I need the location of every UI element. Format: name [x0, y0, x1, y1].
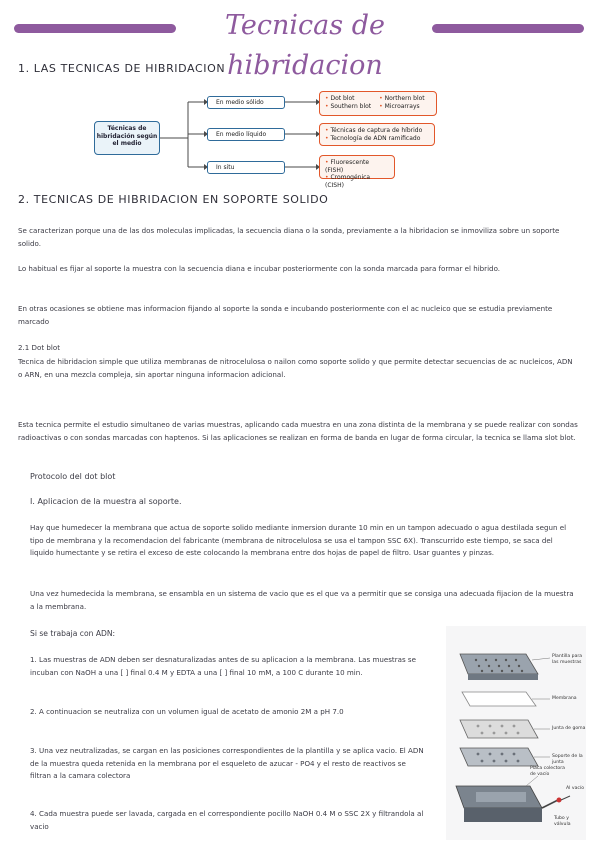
protocol-title: Protocolo del dot blot — [30, 472, 116, 481]
section-heading-1: 1. LAS TECNICAS DE HIBRIDACION — [18, 62, 226, 75]
result-item: • Fluorescente (FISH) — [325, 159, 389, 174]
diagram-branch-insitu: In situ — [207, 161, 285, 174]
list-item: 3. Una vez neutralizadas, se cargan en las posiciones correspondientes de la plantilla y se aplica vacio. El ADN de la muestra queda retenida en la membrana por el esqueleto de azucar - PO4 y el resto de reactivos se filtran a la camara colectora — [30, 746, 424, 780]
figure-label: Tubo y válvula — [554, 816, 571, 827]
header-decor-bar-left — [14, 24, 176, 33]
result-item: • Tecnología de ADN ramificado — [325, 135, 429, 143]
figure-label: Plantilla para las muestras — [552, 654, 583, 665]
diagram-branch-liquid: En medio líquido — [207, 128, 285, 141]
result-item: • Dot blot — [325, 95, 371, 103]
result-item: • Southern blot — [325, 103, 371, 111]
diagram-root-node: Técnicas de hibridación según el medio — [94, 121, 160, 155]
hybridization-diagram — [92, 88, 448, 189]
result-item: • Cromogénica (CISH) — [325, 174, 389, 189]
paragraph: En otras ocasiones se obtiene mas informacion fijando al soporte la sonda e incubando posteriormente con el ac nucleico que se estudia previamente marcado — [18, 304, 553, 326]
paragraph: Hay que humedecer la membrana que actua de soporte solido mediante inmersion durante 10 min en un tampon adecuado o agua destilada segun el tipo de membrana y la recomendacion del fabricante (membrana de nitrocelulosa se usa el tampon SSC 6X). Transcurrido este tiempo, se saca del liquido humectante y se retira el exceso de este colocando la membrana entre dos hojas de papel de filtro. Usar guantes y pinzas. — [30, 523, 567, 557]
page-title: Tecnicas de hibridacion — [225, 10, 385, 81]
figure-label: Junta de goma — [552, 726, 586, 731]
paragraph: Lo habitual es fijar al soporte la muestra con la secuencia diana e incubar posteriormente con la sonda marcada para formar el hibrido. — [18, 264, 501, 273]
result-item: • Técnicas de captura de híbrido — [325, 127, 429, 135]
paragraph: Tecnica de hibridacion simple que utiliza membranas de nitrocelulosa o nailon como soporte solido y que permite detectar secuencias de ac nucleicos, ADN o ARN, en una mezcla compleja, sin aportar ninguna informacion adicional. — [18, 357, 573, 379]
diagram-results-solid — [319, 91, 437, 116]
diagram-results-insitu — [319, 155, 395, 189]
figure-label: Al vacío — [566, 786, 585, 791]
list-item: 4. Cada muestra puede ser lavada, cargada en el correspondiente pocillo NaOH 0.4 M o SSC 2X y filtrandola al vacio — [30, 809, 424, 831]
header-decor-bar-right — [432, 24, 584, 33]
paragraph: Esta tecnica permite el estudio simultaneo de varias muestras, aplicando cada muestra en una zona distinta de la membrana y se puede realizar con sondas radioactivas o con sondas marcadas con haptenos. Si las aplicaciones se realizan en forma de banda en lugar de forma circular, la tecnica se llama slot blot. — [18, 420, 578, 442]
adn-title: Si se trabaja con ADN: — [30, 629, 116, 638]
paragraph: Se caracterizan porque una de las dos moleculas implicadas, la secuencia diana o la sonda, previamente a la hibridacion se inmoviliza sobre un soporte solido. — [18, 226, 560, 248]
protocol-step-title: I. Aplicacion de la muestra al soporte. — [30, 497, 182, 506]
vacuum-manifold-figure — [446, 626, 586, 840]
dotblot-label: 2.1 Dot blot — [18, 343, 60, 352]
result-item: • Microarrays — [379, 103, 425, 111]
figure-label: Soporte de la junta — [552, 754, 583, 765]
figure-label: Membrana — [552, 696, 577, 701]
list-item: 1. Las muestras de ADN deben ser desnaturalizadas antes de su aplicacion a la membrana. Las muestras se incuban con NaOH a una [ ] final 0.4 M y EDTA a una [ ] final 10 mM, a 100 C durante 10 min. — [30, 655, 416, 677]
section-heading-2: 2. TECNICAS DE HIBRIDACION EN SOPORTE SOLIDO — [18, 193, 329, 206]
list-item: 2. A continuacion se neutraliza con un volumen igual de acetato de amonio 2M a pH 7.0 — [30, 707, 344, 716]
figure-label: Placa colectora de vacío — [530, 766, 565, 777]
diagram-results-liquid — [319, 123, 435, 146]
paragraph: Una vez humedecida la membrana, se ensambla en un sistema de vacio que es el que va a permitir que se consiga una adecuada fijacion de la muestra a la membrana. — [30, 589, 574, 611]
result-item: • Northern blot — [379, 95, 425, 103]
diagram-branch-solid: En medio sólido — [207, 96, 285, 109]
